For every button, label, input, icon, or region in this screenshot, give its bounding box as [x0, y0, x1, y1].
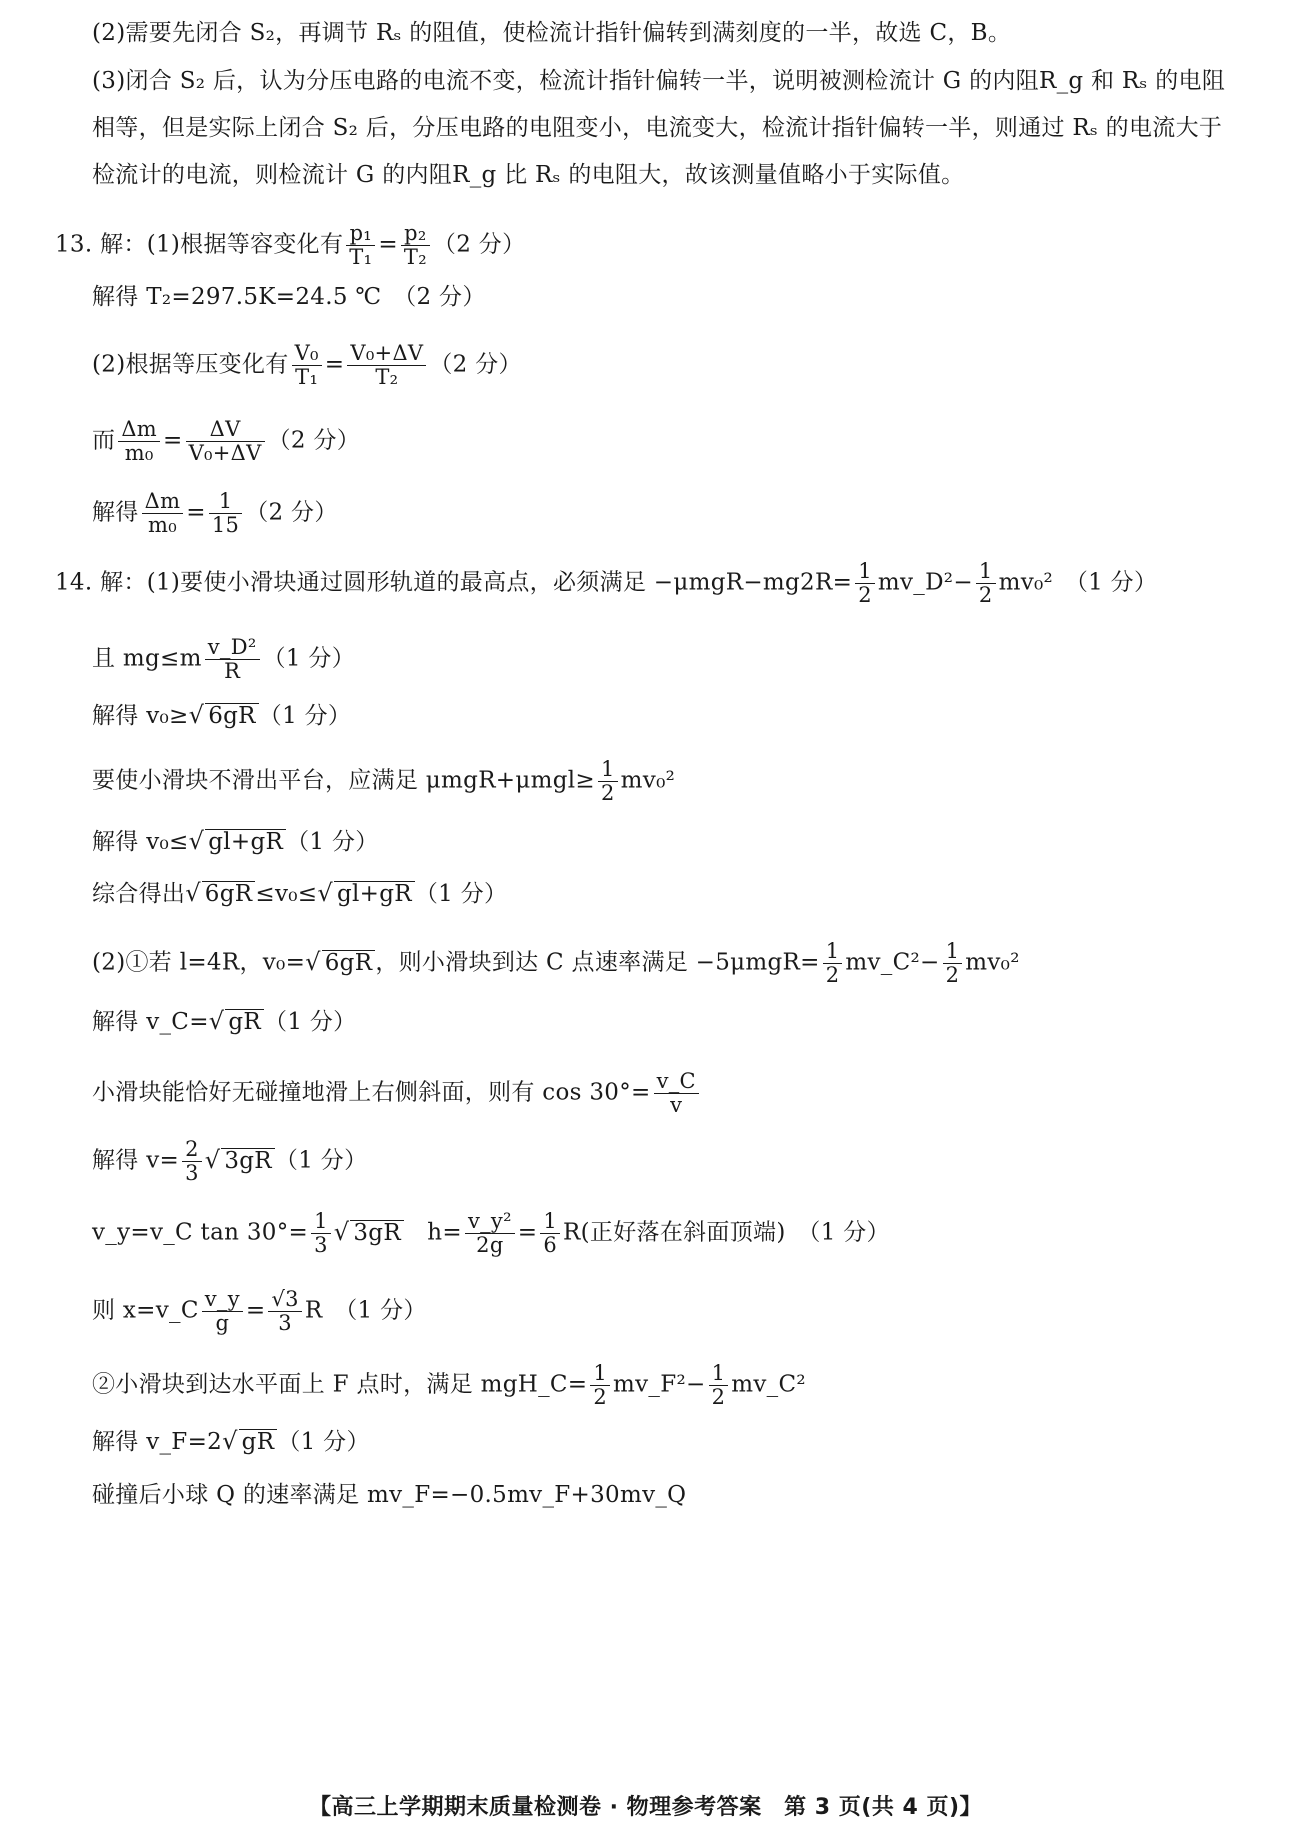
equation-line: 则 x=v_C $\frac{v\_y}{g}$ = $\frac{√3}{3}$ R （1 分）: [92, 1287, 427, 1335]
text-line: 碰撞后小球 Q 的速率满足 mv_F=−0.5mv_F+30mv_Q: [92, 1482, 687, 1508]
equation-line: 要使小滑块不滑出平台，应满足 μmgR+μmgl≥ $\frac{1}{2}$ mv₀²: [92, 757, 676, 805]
problem-14-line: 14. 解：(1)要使小滑块通过圆形轨道的最高点，必须满足 −μmgR−mg2R= $\frac{1}{2}$ mv_D²− $\frac{1}{2}$ mv₀² （1 分）: [55, 559, 1158, 607]
equation-line: 解得 v₀≤√ gl+gR （1 分）: [92, 826, 379, 857]
equation-line: 解得 v_C=√ gR （1 分）: [92, 1006, 356, 1037]
equation-line: 小滑块能恰好无碰撞地滑上右侧斜面，则有 cos 30°= $\frac{v\_C}{v}$: [92, 1070, 702, 1117]
equation-line: 综合得出√ 6gR ≤v₀≤√ gl+gR （1 分）: [92, 878, 507, 909]
text-line: 检流计的电流，则检流计 G 的内阻R_g 比 Rₛ 的电阻大，故该测量值略小于实际值。: [92, 162, 965, 188]
equation-line: 解得 $\frac{\Delta m}{\text{m₀}}$ = $\frac{1}{15}$ （2 分）: [92, 489, 338, 537]
equation-line: (2)①若 l=4R，v₀=√ 6gR ，则小滑块到达 C 点速率满足 −5μmgR= $\frac{1}{2}$ mv_C²− $\frac{1}{2}$ mv₀²: [92, 940, 1020, 987]
equation-line: 解得 v₀≥√ 6gR （1 分）: [92, 700, 351, 731]
equation-line: 且 mg≤m $\frac{\text{v\_D²}}{R}$ （1 分）: [92, 635, 356, 683]
equation-line: 解得 v_F=2√ gR （1 分）: [92, 1426, 370, 1457]
equation-line: ②小滑块到达水平面上 F 点时，满足 mgH_C= $\frac{1}{2}$ mv_F²− $\frac{1}{2}$ mv_C²: [92, 1361, 806, 1409]
text-line: 相等，但是实际上闭合 S₂ 后，分压电路的电阻变小，电流变大，检流计指针偏转一半，则通过 Rₛ 的电流大于: [92, 115, 1223, 141]
equation-line: (2)根据等压变化有 $\frac{\text{V₀}}{\text{T₁}}$ = $\frac{\text{V₀+ΔV}}{\text{T₂}}$ （2 分）: [92, 341, 522, 389]
page-footer: 【高三上学期期末质量检测卷 · 物理参考答案 第 3 页(共 4 页)】: [308, 1795, 983, 1820]
problem-13-line: 13. 解：(1)根据等容变化有 $\frac{\text{p₁}}{\text{T₁}}$ = $\frac{\text{p₂}}{\text{T₂}}$ （2 分）: [55, 221, 526, 269]
equation-line: 解得 v= $\frac{2}{3}$ √ 3gR （1 分）: [92, 1138, 367, 1185]
equation-line: 而 $\frac{\Delta m}{\text{m₀}}$ = $\frac{\Delta V}{\text{V₀+ΔV}}$ （2 分）: [92, 417, 361, 465]
text-line: (3)闭合 S₂ 后，认为分压电路的电流不变，检流计指针偏转一半，说明被测检流计 G 的内阻R_g 和 Rₛ 的电阻: [92, 68, 1226, 94]
equation-line: v_y=v_C tan 30°= $\frac{1}{3}$ √ 3gR h= $\frac{\text{v\_y²}}{2g}$ = $\frac{1}{6}$ R(正好落在斜面顶端) （1 分）: [92, 1210, 890, 1257]
text-line: 解得 T₂=297.5K=24.5 ℃ （2 分）: [92, 284, 486, 310]
text-line: (2)需要先闭合 S₂，再调节 Rₛ 的阻值，使检流计指针偏转到满刻度的一半，故选 C，B。: [92, 20, 1012, 46]
